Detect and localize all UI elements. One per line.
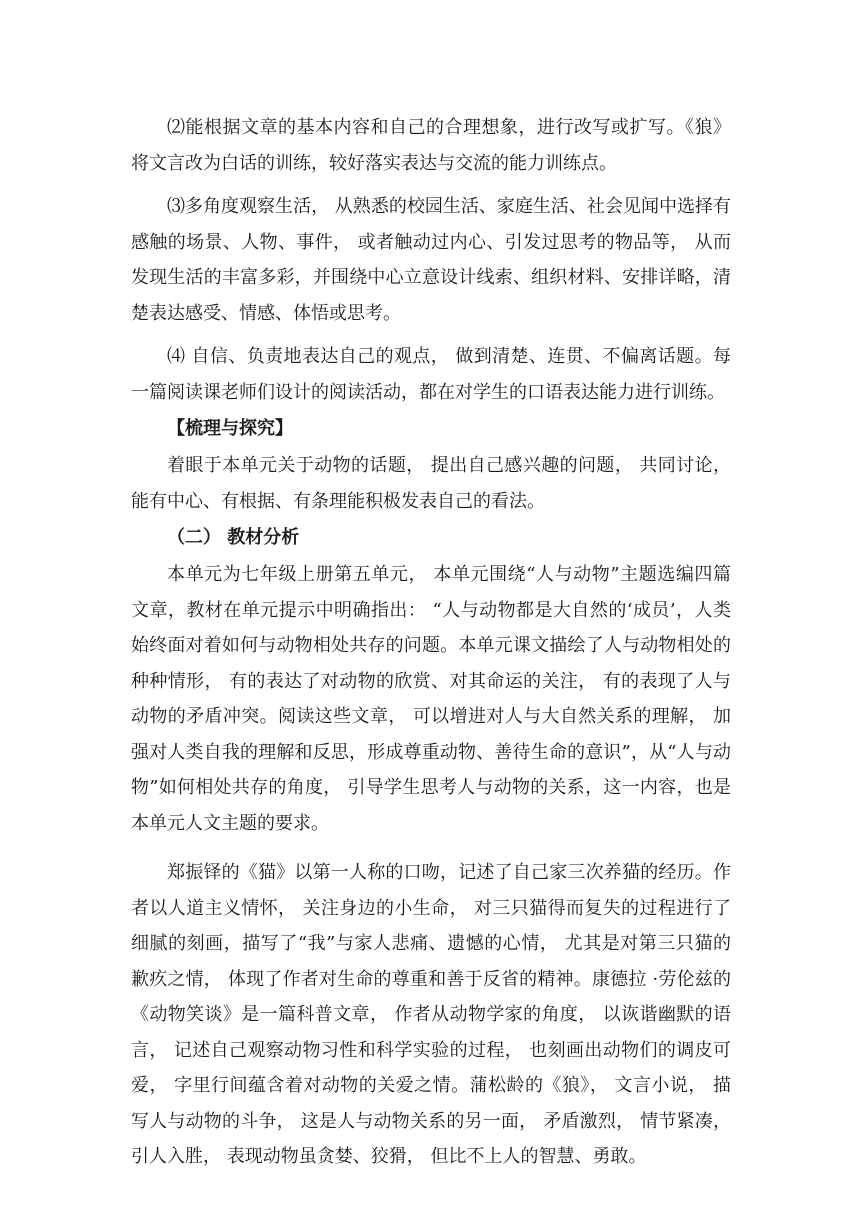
paragraph-rewrite-training: ⑵能根据文章的基本内容和自己的合理想象，进行改写或扩写。《狼》将文言改为白话的训练，较好落实表达与交流的能力训练点。: [131, 117, 731, 174]
section-heading-textbook-analysis: （二） 教材分析: [167, 527, 300, 548]
section-heading-explore: 【梳理与探究】: [167, 418, 293, 439]
paragraph-unit-overview: 本单元为七年级上册第五单元， 本单元围绕“人与动物”主题选编四篇文章，教材在单元提示中明确指出： “人与动物都是大自然的‘成员’，人类始终面对着如何与动物相处共存的问题。本单元课文描绘了人与动物相处的种种情形， 有的表达了对动物的欣赏、对其命运的关注， 有的表现了人与动物的矛盾冲突。阅读这些文章， 可以增进对人与大自然关系的理解， 加强对人类自我的理解和反思，形成尊重动物、善待生命的意识”，从“人与动物”如何相处共存的角度， 引导学生思考人与动物的关系，这一内容，也是本单元人文主题的要求。: [131, 564, 731, 834]
paragraph-observe-life: ⑶多角度观察生活， 从熟悉的校园生活、家庭生活、社会见闻中选择有感触的场景、人物、事件， 或者触动过内心、引发过思考的物品等， 从而发现生活的丰富多彩，并围绕中心立意设计线索、组织材料、安排详略，清楚表达感受、情感、体悟或思考。: [131, 196, 731, 324]
paragraph-express-views: ⑷ 自信、负责地表达自己的观点， 做到清楚、连贯、不偏离话题。每一篇阅读课老师们设计的阅读活动，都在对学生的口语表达能力进行训练。: [131, 346, 731, 403]
paragraph-texts-summary: 郑振铎的《猫》以第一人称的口吻，记述了自己家三次养猫的经历。作者以人道主义情怀， 关注身边的小生命， 对三只猫得而复失的过程进行了细腻的刻画，描写了“我”与家人悲痛、遗憾的心情， 尤其是对第三只猫的歉疚之情， 体现了作者对生命的尊重和善于反省的精神。康德拉 ·劳伦兹的《动物笑谈》是一篇科普文章， 作者从动物学家的角度， 以诙谐幽默的语言， 记述自己观察动物习性和科学实验的过程， 也刻画出动物们的调皮可爱， 字里行间蕴含着对动物的关爱之情。蒲松龄的《狼》， 文言小说， 描写人与动物的斗争， 这是人与动物关系的另一面， 矛盾激烈， 情节紧凑， 引人入胜， 表现动物虽贪婪、狡猾， 但比不上人的智慧、勇敢。: [131, 862, 731, 1167]
paragraph-animal-topic: 着眼于本单元关于动物的话题， 提出自己感兴趣的问题， 共同讨论， 能有中心、有根据、有条理能积极发表自己的看法。: [131, 455, 731, 512]
document-body: [131, 110, 731, 1175]
